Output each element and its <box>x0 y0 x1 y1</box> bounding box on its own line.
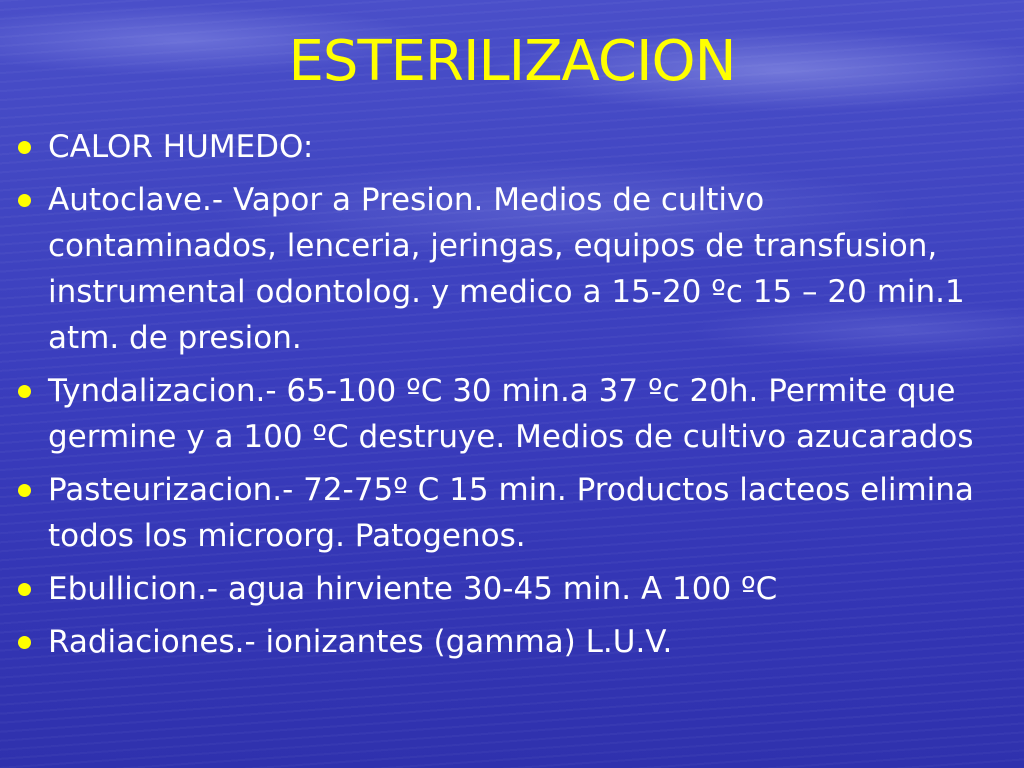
bullet-dot-icon <box>18 583 31 596</box>
slide-title: ESTERILIZACION <box>288 29 736 94</box>
bullet-dot-icon <box>18 636 31 649</box>
bullet-text: CALOR HUMEDO: <box>48 129 314 165</box>
bullet-item-calor-humedo <box>48 124 993 170</box>
bullet-text: Ebullicion.- agua hirviente 30-45 min. A 100 ºC <box>48 571 778 607</box>
bullet-item-pasteurizacion <box>48 467 993 559</box>
bullet-item-tyndalizacion <box>48 368 993 460</box>
bullet-dot-icon <box>18 141 31 154</box>
bullet-item-ebullicion <box>48 566 993 612</box>
bullet-text: Autoclave.- Vapor a Presion. Medios de cultivo contaminados, lenceria, jeringas, equipos de transfusion, instrumental odontolog. y medico a 15-20 ºc 15 – 20 min.1 atm. de presion. <box>48 182 965 356</box>
bullet-dot-icon <box>18 484 31 497</box>
bullet-dot-icon <box>18 385 31 398</box>
bullet-text: Radiaciones.- ionizantes (gamma) L.U.V. <box>48 624 673 660</box>
bullet-item-autoclave <box>48 177 993 361</box>
bullet-text: Tyndalizacion.- 65-100 ºC 30 min.a 37 ºc 20h. Permite que germine y a 100 ºC destruye. Medios de cultivo azucarados <box>48 373 974 455</box>
bullet-item-radiaciones <box>48 619 993 665</box>
bullet-list <box>48 124 993 672</box>
bullet-text: Pasteurizacion.- 72-75º C 15 min. Productos lacteos elimina todos los microorg. Patogenos. <box>48 472 974 554</box>
bullet-dot-icon <box>18 194 31 207</box>
